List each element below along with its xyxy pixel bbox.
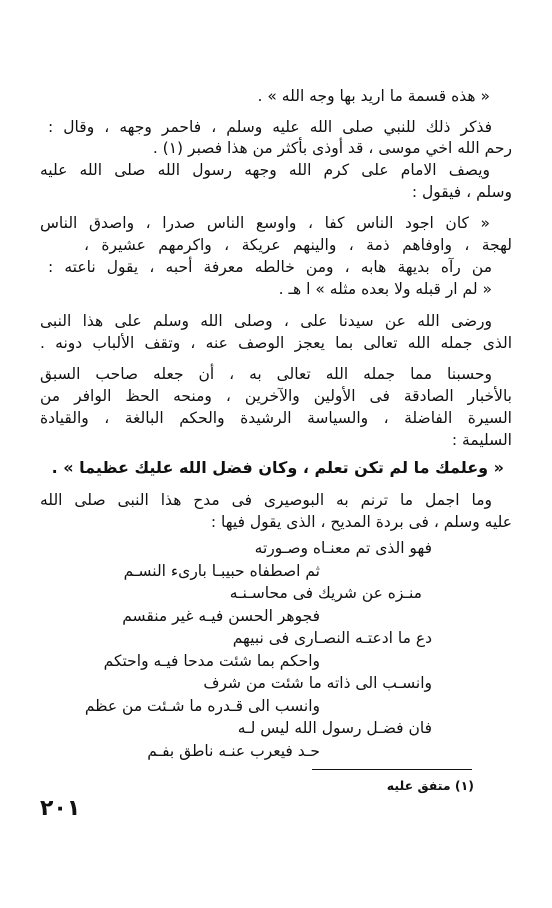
paragraph-line: عليه وسلم ، فى بردة المديح ، الذى يقول فيها : (210, 513, 512, 531)
poem-verse: وانسـب الى ذاته ما شئت من شرف (203, 674, 432, 692)
poem-verse: منـزه عن شريك فى محاسـنـه (229, 584, 422, 602)
paragraph-line: رحم الله اخي موسى ، قد أوذى بأكثر من هذا فصبر (١) . (152, 139, 512, 157)
paragraph-line: لهجة ، واوفاهم ذمة ، والينهم عريكة ، واكرمهم عشيرة ، (84, 236, 512, 254)
page-number: ٢٠١ (40, 796, 81, 821)
quote-line: « هذه قسمة ما اريد بها وجه الله » . (257, 87, 490, 105)
paragraph-line: من رآه بديهة هابه ، ومن خالطه معرفة أحبه ، يقول ناعته : (48, 258, 492, 276)
poem-verse: فجوهر الحسن فيـه غير منقسم (122, 607, 320, 625)
paragraph-line: بالأخبار الصادقة فى الأولين والآخرين ، ومنحه الحظ الوافر من (40, 387, 512, 405)
paragraph-line: وما اجمل ما ترنم به البوصيرى فى مدح هذا النبى صلى الله (40, 491, 492, 509)
poem-verse: حـد فيعرب عنـه ناطق بفـم (147, 742, 320, 760)
poem-verse: فهو الذى تم معنـاه وصـورته (254, 539, 432, 557)
paragraph-line: وسلم ، فيقول : (411, 183, 512, 201)
paragraph-line: السليمة : (451, 431, 512, 449)
poem-verse: فان فضـل رسول الله ليس لـه (237, 719, 432, 737)
paragraph-line: فذكر ذلك للنبي صلى الله عليه وسلم ، فاحمر وجهه ، وقال : (48, 118, 492, 136)
paragraph-line: « كان اجود الناس كفا ، واوسع الناس صدرا ، واصدق الناس (40, 214, 490, 232)
poem-verse: دع ما ادعتـه النصـارى فى نبيهم (232, 629, 432, 647)
poem-verse: ثم اصطفاه حبيبـا بارىء النسـم (123, 562, 320, 580)
paragraph-line: السيرة الفاضلة ، والسياسة الرشيدة والحكم البالغة ، والقيادة (40, 409, 512, 427)
paragraph-line: ورضى الله عن سيدنا على ، وصلى الله وسلم على هذا النبى (40, 312, 492, 330)
quran-verse: « وعلمك ما لم تكن تعلم ، وكان فضل الله عليك عظيما » . (51, 458, 504, 477)
paragraph-line: الذى جمله الله تعالى بما يعجز الوصف عنه ، وتقف الألباب دونه . (40, 334, 512, 352)
poem-verse: وانسب الى قـدره ما شـئت من عظم (84, 697, 320, 715)
footnote-divider (312, 769, 472, 770)
paragraph-line: « لم ار قبله ولا بعده مثله » ا هـ . (278, 280, 492, 298)
footnote: (١) متفق عليه (386, 778, 474, 793)
paragraph-line: وحسبنا مما جمله الله تعالى به ، أن جعله صاحب السبق (40, 365, 492, 383)
poem-verse: واحكم بما شئت مدحا فيـه واحتكم (103, 652, 320, 670)
paragraph-line: ويصف الامام على كرم الله وجهه رسول الله صلى الله عليه (40, 161, 490, 179)
